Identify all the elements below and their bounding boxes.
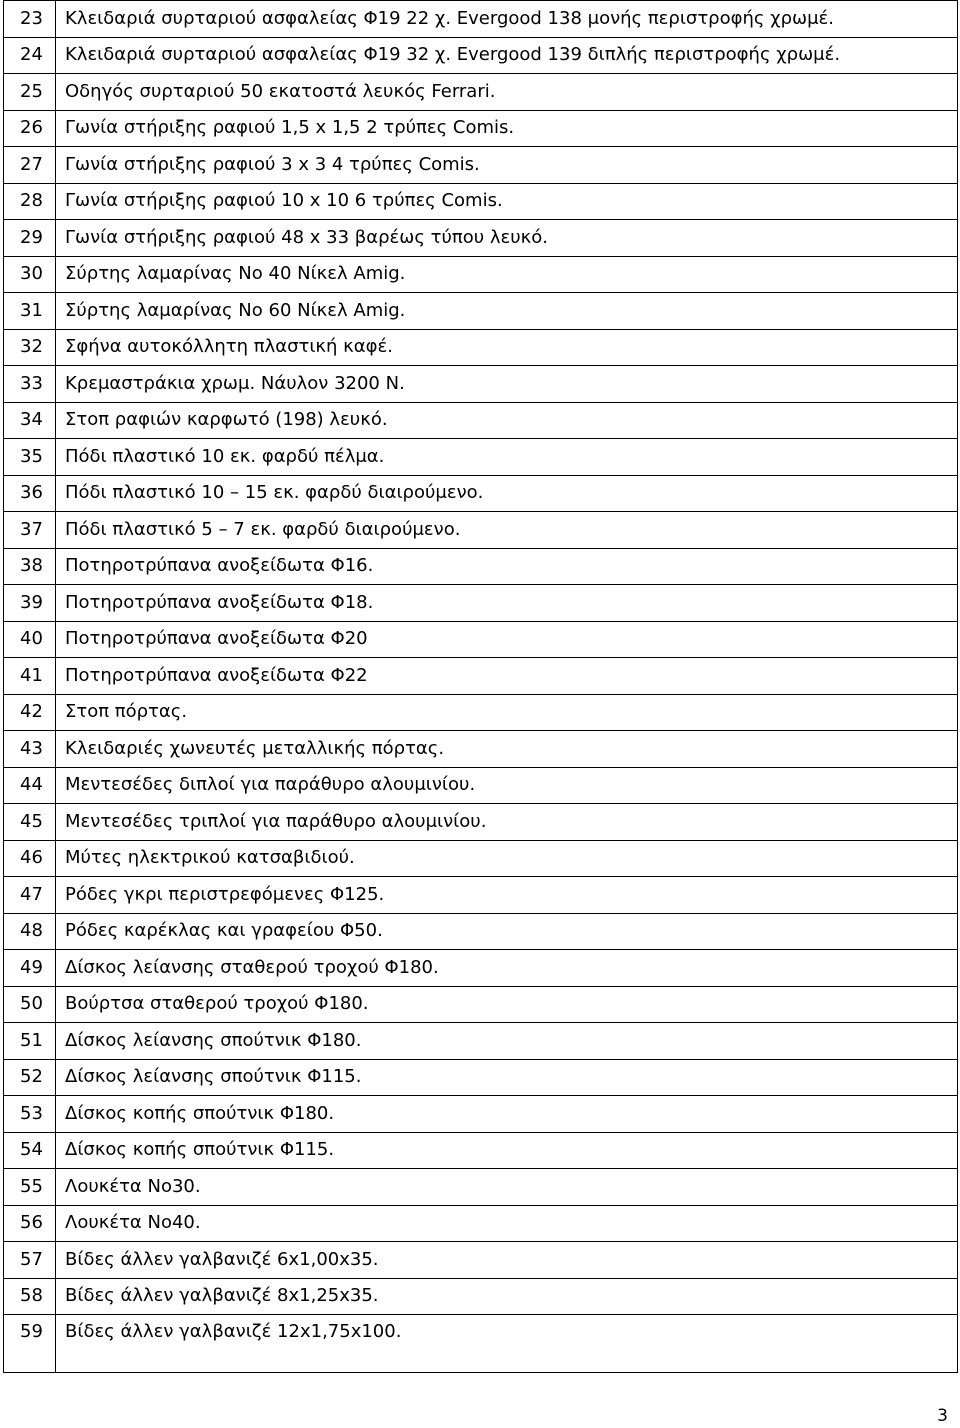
row-number: 50 bbox=[4, 986, 56, 1023]
table-row bbox=[4, 1096, 958, 1133]
row-number: 56 bbox=[4, 1205, 56, 1242]
row-number: 32 bbox=[4, 329, 56, 366]
table-row bbox=[4, 439, 958, 476]
table-row bbox=[4, 621, 958, 658]
row-number: 33 bbox=[4, 366, 56, 403]
row-description: Βούρτσα σταθερού τροχού Φ180. bbox=[56, 986, 958, 1023]
row-number: 38 bbox=[4, 548, 56, 585]
table-row bbox=[4, 913, 958, 950]
row-description: Ποτηροτρύπανα ανοξείδωτα Φ20 bbox=[56, 621, 958, 658]
row-number: 25 bbox=[4, 74, 56, 111]
row-description: Γωνία στήριξης ραφιού 1,5 x 1,5 2 τρύπες Comis. bbox=[56, 110, 958, 147]
row-number: 51 bbox=[4, 1023, 56, 1060]
table-row bbox=[4, 986, 958, 1023]
row-number: 52 bbox=[4, 1059, 56, 1096]
items-table-body bbox=[4, 1, 958, 1373]
row-number: 28 bbox=[4, 183, 56, 220]
row-number: 37 bbox=[4, 512, 56, 549]
row-number: 39 bbox=[4, 585, 56, 622]
row-number: 57 bbox=[4, 1242, 56, 1279]
table-row bbox=[4, 366, 958, 403]
table-row bbox=[4, 402, 958, 439]
row-description: Κλειδαριά συρταριού ασφαλείας Φ19 22 χ. Evergood 138 μονής περιστροφής χρωμέ. bbox=[56, 1, 958, 38]
table-row bbox=[4, 1278, 958, 1315]
table-row bbox=[4, 804, 958, 841]
row-number: 53 bbox=[4, 1096, 56, 1133]
row-description: Κλειδαριές χωνευτές μεταλλικής πόρτας. bbox=[56, 731, 958, 768]
row-description: Βίδες άλλεν γαλβανιζέ 8x1,25x35. bbox=[56, 1278, 958, 1315]
row-description: Βίδες άλλεν γαλβανιζέ 12x1,75x100. bbox=[56, 1315, 958, 1373]
row-number: 45 bbox=[4, 804, 56, 841]
table-row bbox=[4, 512, 958, 549]
table-row bbox=[4, 329, 958, 366]
table-row bbox=[4, 183, 958, 220]
row-number: 35 bbox=[4, 439, 56, 476]
table-row bbox=[4, 877, 958, 914]
row-description: Σφήνα αυτοκόλλητη πλαστική καφέ. bbox=[56, 329, 958, 366]
row-number: 58 bbox=[4, 1278, 56, 1315]
table-row bbox=[4, 147, 958, 184]
row-number: 47 bbox=[4, 877, 56, 914]
row-description: Κλειδαριά συρταριού ασφαλείας Φ19 32 χ. Evergood 139 διπλής περιστροφής χρωμέ. bbox=[56, 37, 958, 74]
table-row bbox=[4, 585, 958, 622]
table-row bbox=[4, 767, 958, 804]
row-description: Πόδι πλαστικό 10 – 15 εκ. φαρδύ διαιρούμενο. bbox=[56, 475, 958, 512]
row-description: Μεντεσέδες διπλοί για παράθυρο αλουμινίου. bbox=[56, 767, 958, 804]
row-description: Μύτες ηλεκτρικού κατσαβιδιού. bbox=[56, 840, 958, 877]
row-number: 27 bbox=[4, 147, 56, 184]
row-number: 31 bbox=[4, 293, 56, 330]
row-description: Στοπ ραφιών καρφωτό (198) λευκό. bbox=[56, 402, 958, 439]
row-description: Λουκέτα Νο30. bbox=[56, 1169, 958, 1206]
table-row bbox=[4, 950, 958, 987]
table-row bbox=[4, 1059, 958, 1096]
table-row bbox=[4, 1023, 958, 1060]
row-number: 46 bbox=[4, 840, 56, 877]
row-number: 26 bbox=[4, 110, 56, 147]
row-description: Δίσκος κοπής σπούτνικ Φ180. bbox=[56, 1096, 958, 1133]
row-description: Σύρτης λαμαρίνας Νο 40 Νίκελ Amig. bbox=[56, 256, 958, 293]
row-number: 34 bbox=[4, 402, 56, 439]
row-description: Σύρτης λαμαρίνας Νο 60 Νίκελ Amig. bbox=[56, 293, 958, 330]
table-row bbox=[4, 1205, 958, 1242]
row-description: Δίσκος λείανσης σταθερού τροχού Φ180. bbox=[56, 950, 958, 987]
row-description: Μεντεσέδες τριπλοί για παράθυρο αλουμινίου. bbox=[56, 804, 958, 841]
row-number: 36 bbox=[4, 475, 56, 512]
table-row bbox=[4, 256, 958, 293]
row-description: Οδηγός συρταριού 50 εκατοστά λευκός Ferrari. bbox=[56, 74, 958, 111]
row-number: 48 bbox=[4, 913, 56, 950]
row-description: Στοπ πόρτας. bbox=[56, 694, 958, 731]
table-row bbox=[4, 1169, 958, 1206]
row-description: Γωνία στήριξης ραφιού 48 x 33 βαρέως τύπου λευκό. bbox=[56, 220, 958, 257]
table-row bbox=[4, 293, 958, 330]
row-description: Ρόδες καρέκλας και γραφείου Φ50. bbox=[56, 913, 958, 950]
row-description: Βίδες άλλεν γαλβανιζέ 6x1,00x35. bbox=[56, 1242, 958, 1279]
table-row bbox=[4, 37, 958, 74]
table-row bbox=[4, 548, 958, 585]
items-table bbox=[3, 0, 958, 1373]
row-description: Ποτηροτρύπανα ανοξείδωτα Φ16. bbox=[56, 548, 958, 585]
table-row bbox=[4, 1, 958, 38]
row-number: 59 bbox=[4, 1315, 56, 1373]
row-description: Γωνία στήριξης ραφιού 3 x 3 4 τρύπες Comis. bbox=[56, 147, 958, 184]
row-description: Κρεμαστράκια χρωμ. Νάυλον 3200 Ν. bbox=[56, 366, 958, 403]
row-number: 40 bbox=[4, 621, 56, 658]
row-number: 23 bbox=[4, 1, 56, 38]
table-row bbox=[4, 1315, 958, 1373]
table-row bbox=[4, 220, 958, 257]
row-number: 49 bbox=[4, 950, 56, 987]
row-description: Ρόδες γκρι περιστρεφόμενες Φ125. bbox=[56, 877, 958, 914]
row-description: Ποτηροτρύπανα ανοξείδωτα Φ18. bbox=[56, 585, 958, 622]
row-description: Πόδι πλαστικό 10 εκ. φαρδύ πέλμα. bbox=[56, 439, 958, 476]
row-number: 54 bbox=[4, 1132, 56, 1169]
row-number: 44 bbox=[4, 767, 56, 804]
row-description: Γωνία στήριξης ραφιού 10 x 10 6 τρύπες Comis. bbox=[56, 183, 958, 220]
table-row bbox=[4, 731, 958, 768]
table-row bbox=[4, 110, 958, 147]
row-description: Πόδι πλαστικό 5 – 7 εκ. φαρδύ διαιρούμενο. bbox=[56, 512, 958, 549]
page-number: 3 bbox=[937, 1406, 948, 1426]
row-description: Δίσκος λείανσης σπούτνικ Φ180. bbox=[56, 1023, 958, 1060]
row-description: Δίσκος λείανσης σπούτνικ Φ115. bbox=[56, 1059, 958, 1096]
row-number: 30 bbox=[4, 256, 56, 293]
row-description: Λουκέτα Νο40. bbox=[56, 1205, 958, 1242]
row-number: 42 bbox=[4, 694, 56, 731]
table-row bbox=[4, 694, 958, 731]
table-row bbox=[4, 1132, 958, 1169]
row-number: 24 bbox=[4, 37, 56, 74]
row-description: Ποτηροτρύπανα ανοξείδωτα Φ22 bbox=[56, 658, 958, 695]
row-description: Δίσκος κοπής σπούτνικ Φ115. bbox=[56, 1132, 958, 1169]
row-number: 55 bbox=[4, 1169, 56, 1206]
table-row bbox=[4, 74, 958, 111]
table-row bbox=[4, 840, 958, 877]
row-number: 29 bbox=[4, 220, 56, 257]
table-row bbox=[4, 475, 958, 512]
table-row bbox=[4, 1242, 958, 1279]
row-number: 41 bbox=[4, 658, 56, 695]
table-row bbox=[4, 658, 958, 695]
row-number: 43 bbox=[4, 731, 56, 768]
